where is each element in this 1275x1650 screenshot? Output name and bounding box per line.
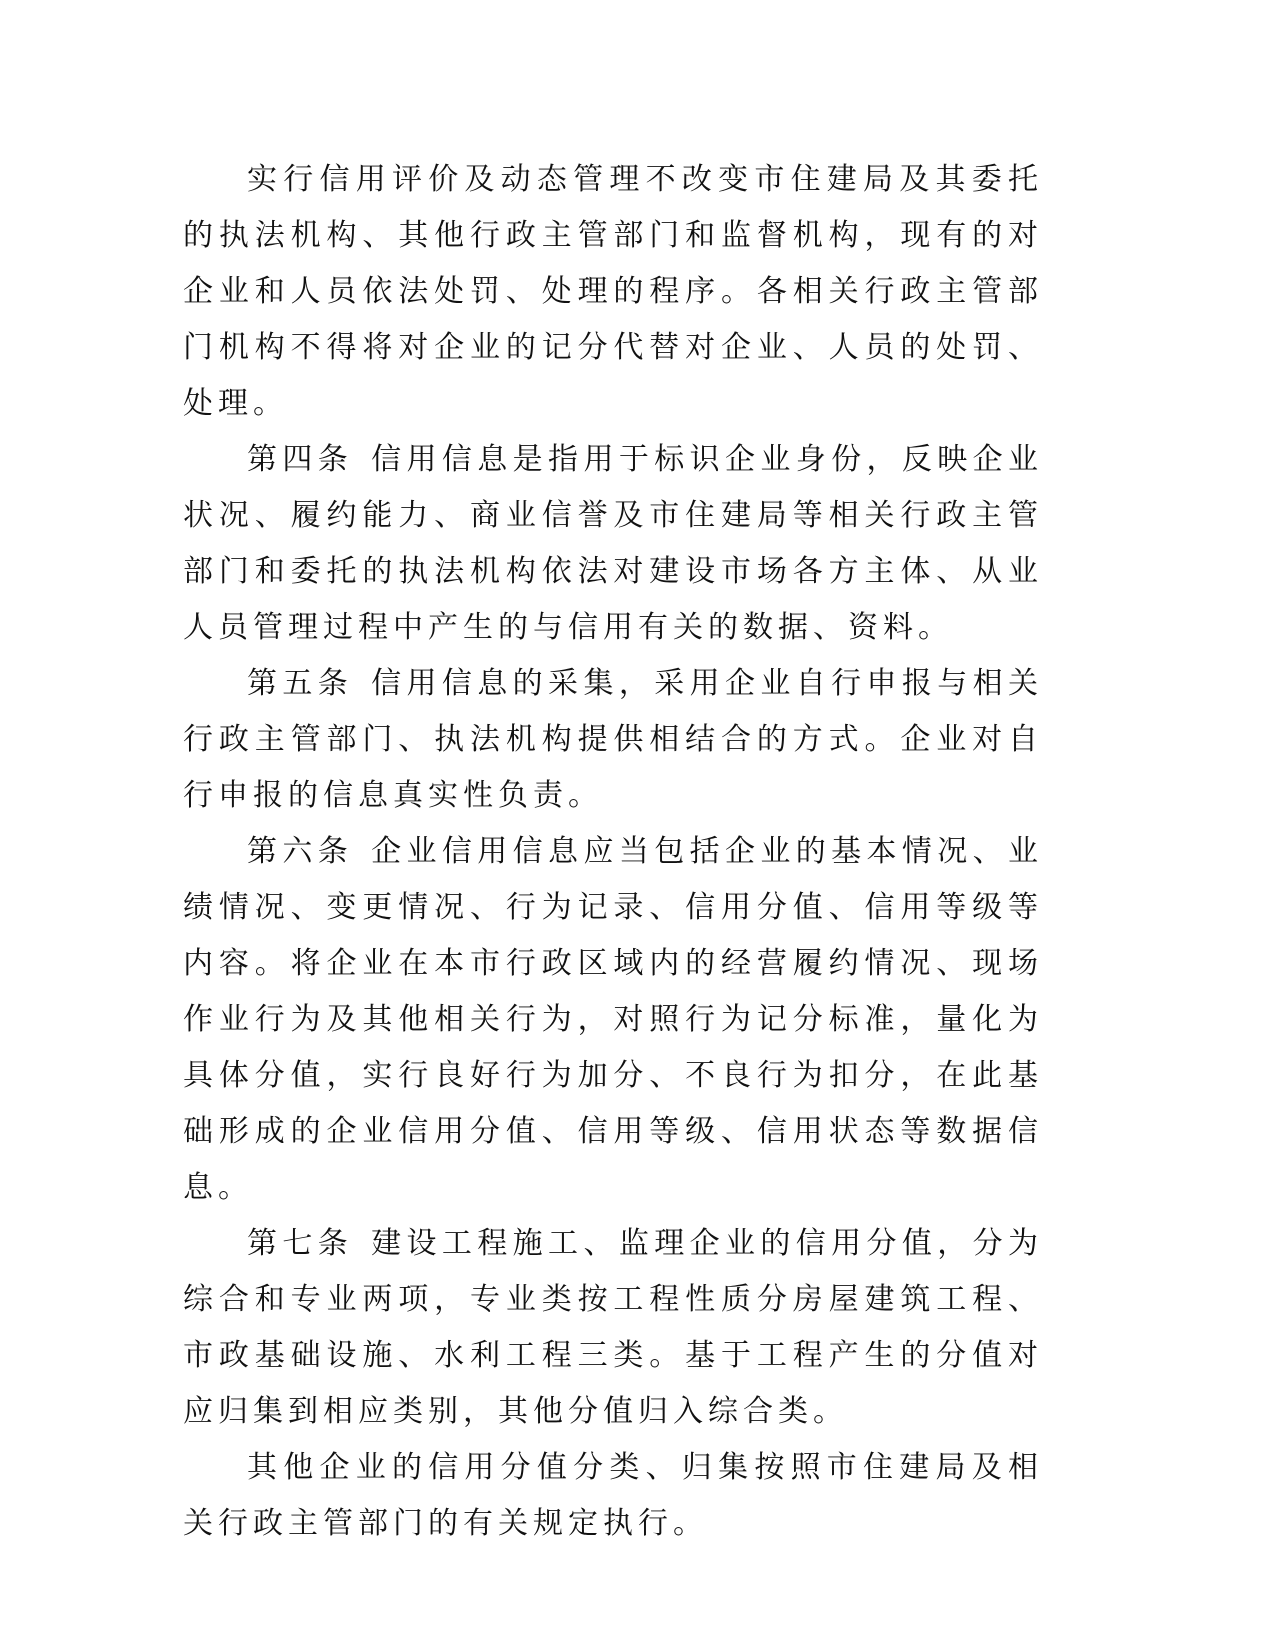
paragraph-intro (183, 152, 1043, 432)
paragraph-text: 信用信息是指用于标识企业身份，反映企业状况、履约能力、商业信誉及市住建局等相关行政主管部门和委托的执法机构依法对建设市场各方主体、从业人员管理过程中产生的与信用有关的数据、资料。 (183, 442, 1044, 645)
document-body (183, 152, 1043, 1552)
article-number: 第七条 (247, 1226, 354, 1261)
article-number: 第六条 (247, 834, 354, 869)
paragraph-text: 企业信用信息应当包括企业的基本情况、业绩情况、变更情况、行为记录、信用分值、信用等级等内容。将企业在本市行政区域内的经营履约情况、现场作业行为及其他相关行为，对照行为记分标准，量化为具体分值，实行良好行为加分、不良行为扣分，在此基础形成的企业信用分值、信用等级、信用状态等数据信息。 (183, 834, 1044, 1205)
paragraph-article-4 (183, 432, 1043, 656)
paragraph-text: 实行信用评价及动态管理不改变市住建局及其委托的执法机构、其他行政主管部门和监督机构，现有的对企业和人员依法处罚、处理的程序。各相关行政主管部门机构不得将对企业的记分代替对企业、人员的处罚、处理。 (183, 162, 1043, 421)
paragraph-article-5 (183, 656, 1043, 824)
paragraph-text: 信用信息的采集，采用企业自行申报与相关行政主管部门、执法机构提供相结合的方式。企业对自行申报的信息真实性负责。 (183, 666, 1044, 813)
paragraph-article-7 (183, 1216, 1043, 1440)
paragraph-article-6 (183, 824, 1043, 1216)
paragraph-other-enterprises (183, 1440, 1043, 1552)
paragraph-text: 其他企业的信用分值分类、归集按照市住建局及相关行政主管部门的有关规定执行。 (183, 1450, 1043, 1541)
article-number: 第五条 (247, 666, 354, 701)
paragraph-text: 建设工程施工、监理企业的信用分值，分为综合和专业两项，专业类按工程性质分房屋建筑工程、市政基础设施、水利工程三类。基于工程产生的分值对应归集到相应类别，其他分值归入综合类。 (183, 1226, 1044, 1429)
article-number: 第四条 (247, 442, 354, 477)
